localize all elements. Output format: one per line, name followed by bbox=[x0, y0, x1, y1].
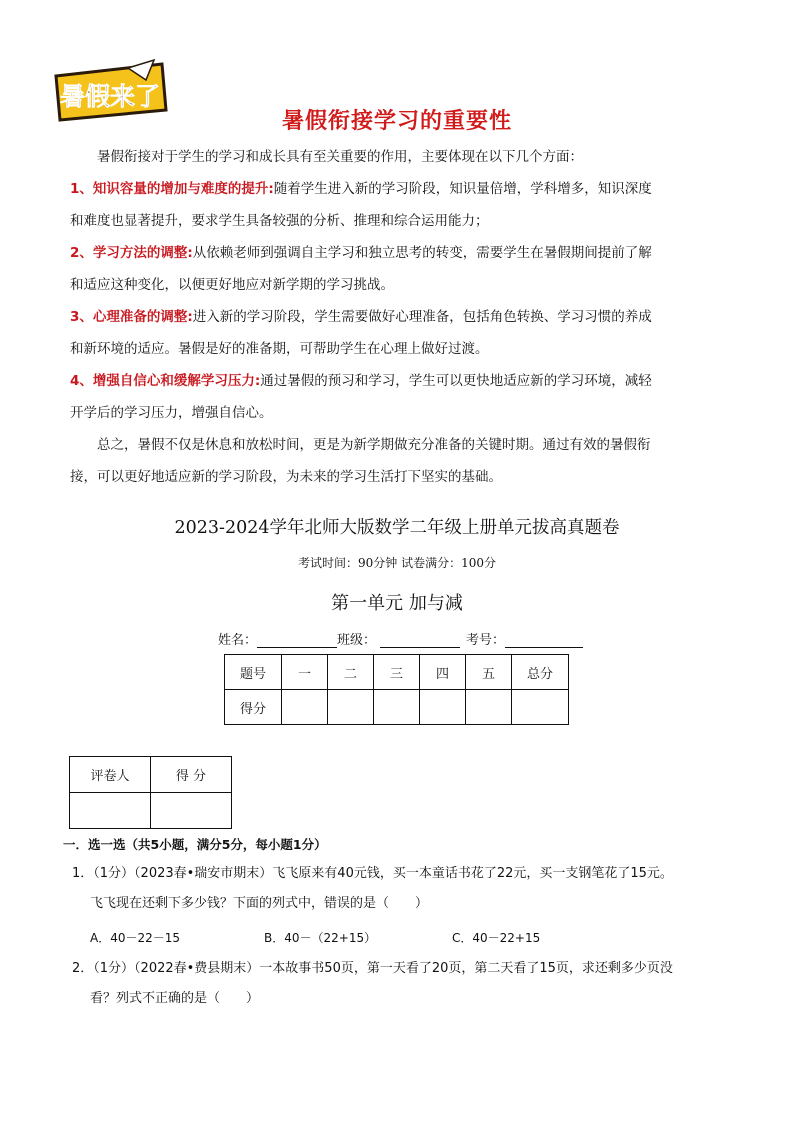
score-header-cell: 二 bbox=[328, 655, 374, 690]
point-3-line1: 进入新的学习阶段，学生需要做好心理准备，包括角色转换、学习习惯的养成 bbox=[192, 309, 652, 325]
score-table-score-row bbox=[225, 690, 569, 725]
question-2-line1: 2．（1分）（2022春•费县期末）一本故事书50页，第一天看了20页，第二天看了15页，求还剩多少页没 bbox=[72, 961, 673, 976]
option-c[interactable]: C．40－22+15 bbox=[452, 931, 541, 945]
option-a[interactable]: A．40－22－15 bbox=[90, 931, 181, 945]
point-3 bbox=[70, 301, 730, 365]
point-1-line2: 和难度也显著提升，要求学生具备较强的分析、推理和综合运用能力； bbox=[70, 213, 489, 229]
number-field[interactable] bbox=[505, 633, 583, 648]
score-header-cell: 四 bbox=[420, 655, 466, 690]
grader-score-cell[interactable] bbox=[151, 793, 232, 829]
score-header-cell: 一 bbox=[282, 655, 328, 690]
summary-line2: 接，可以更好地适应新的学习阶段，为未来的学习生活打下坚实的基础。 bbox=[70, 469, 502, 485]
student-info-row bbox=[218, 629, 583, 648]
score-row-label: 得分 bbox=[225, 690, 282, 725]
point-1-heading: 1、知识容量的增加与难度的提升: bbox=[70, 181, 274, 197]
point-3-line2: 和新环境的适应。暑假是好的准备期，可帮助学生在心理上做好过渡。 bbox=[70, 341, 489, 357]
score-table-header-row bbox=[225, 655, 569, 690]
class-label: 班级： bbox=[337, 633, 377, 648]
question-1-line2: 飞飞现在还剩下多少钱？下面的列式中，错误的是（ ） bbox=[90, 896, 429, 911]
grader-score-label: 得 分 bbox=[151, 757, 232, 793]
point-3-heading: 3、心理准备的调整: bbox=[70, 309, 193, 325]
intro-paragraph: 暑假衔接对于学生的学习和成长具有至关重要的作用，主要体现在以下几个方面： bbox=[97, 149, 583, 165]
grader-label: 评卷人 bbox=[70, 757, 151, 793]
question-2-line2: 看？列式不正确的是（ ） bbox=[90, 991, 260, 1006]
section-1-heading: 一．选一选（共5小题，满分5分，每小题1分） bbox=[63, 837, 327, 852]
question-1-line1: 1．（1分）（2023春•瑞安市期末）飞飞原来有40元钱，买一本童话书花了22元，买一支钢笔花了15元。 bbox=[72, 866, 673, 881]
class-field[interactable] bbox=[380, 633, 460, 648]
name-field[interactable] bbox=[257, 633, 337, 648]
unit-title: 第一单元 加与减 bbox=[331, 593, 463, 614]
score-cell[interactable] bbox=[328, 690, 374, 725]
grader-header-row bbox=[70, 757, 232, 793]
number-label: 考号： bbox=[466, 633, 506, 648]
score-header-cell: 三 bbox=[374, 655, 420, 690]
score-cell[interactable] bbox=[282, 690, 328, 725]
logo-text: 暑假来了 bbox=[59, 82, 161, 111]
point-4-heading: 4、增强自信心和缓解学习压力: bbox=[70, 373, 261, 389]
score-cell[interactable] bbox=[374, 690, 420, 725]
summary-paragraph bbox=[70, 429, 730, 493]
point-2-line1: 从依赖老师到强调自主学习和独立思考的转变，需要学生在暑假期间提前了解 bbox=[192, 245, 652, 261]
point-2-heading: 2、学习方法的调整: bbox=[70, 245, 193, 261]
score-header-cell: 题号 bbox=[225, 655, 282, 690]
score-table bbox=[224, 654, 569, 725]
option-b[interactable]: B．40－（22+15） bbox=[264, 931, 377, 945]
score-cell[interactable] bbox=[420, 690, 466, 725]
grader-cell[interactable] bbox=[70, 793, 151, 829]
question-1-options bbox=[90, 929, 540, 946]
point-2 bbox=[70, 237, 730, 301]
point-4-line2: 开学后的学习压力，增强自信心。 bbox=[70, 405, 273, 421]
page-title: 暑假衔接学习的重要性 bbox=[281, 109, 512, 134]
score-cell[interactable] bbox=[466, 690, 512, 725]
point-4-line1: 通过暑假的预习和学习，学生可以更快地适应新的学习环境，减轻 bbox=[260, 373, 652, 389]
question-2 bbox=[72, 954, 762, 1014]
score-header-cell: 五 bbox=[466, 655, 512, 690]
point-1-line1: 随着学生进入新的学习阶段，知识量倍增，学科增多，知识深度 bbox=[273, 181, 652, 197]
point-4 bbox=[70, 365, 730, 429]
point-2-line2: 和适应这种变化，以便更好地应对新学期的学习挑战。 bbox=[70, 277, 394, 293]
grader-table bbox=[69, 756, 232, 829]
exam-title: 2023-2024学年北师大版数学二年级上册单元拔高真题卷 bbox=[174, 518, 620, 538]
point-1 bbox=[70, 173, 730, 237]
score-cell[interactable] bbox=[512, 690, 569, 725]
exam-meta: 考试时间：90分钟 试卷满分：100分 bbox=[298, 556, 496, 570]
question-1 bbox=[72, 859, 762, 919]
grader-input-row bbox=[70, 793, 232, 829]
summary-line1: 总之，暑假不仅是休息和放松时间，更是为新学期做充分准备的关键时期。通过有效的暑假衔 bbox=[97, 437, 651, 453]
score-header-cell: 总分 bbox=[512, 655, 569, 690]
name-label: 姓名： bbox=[218, 633, 258, 648]
